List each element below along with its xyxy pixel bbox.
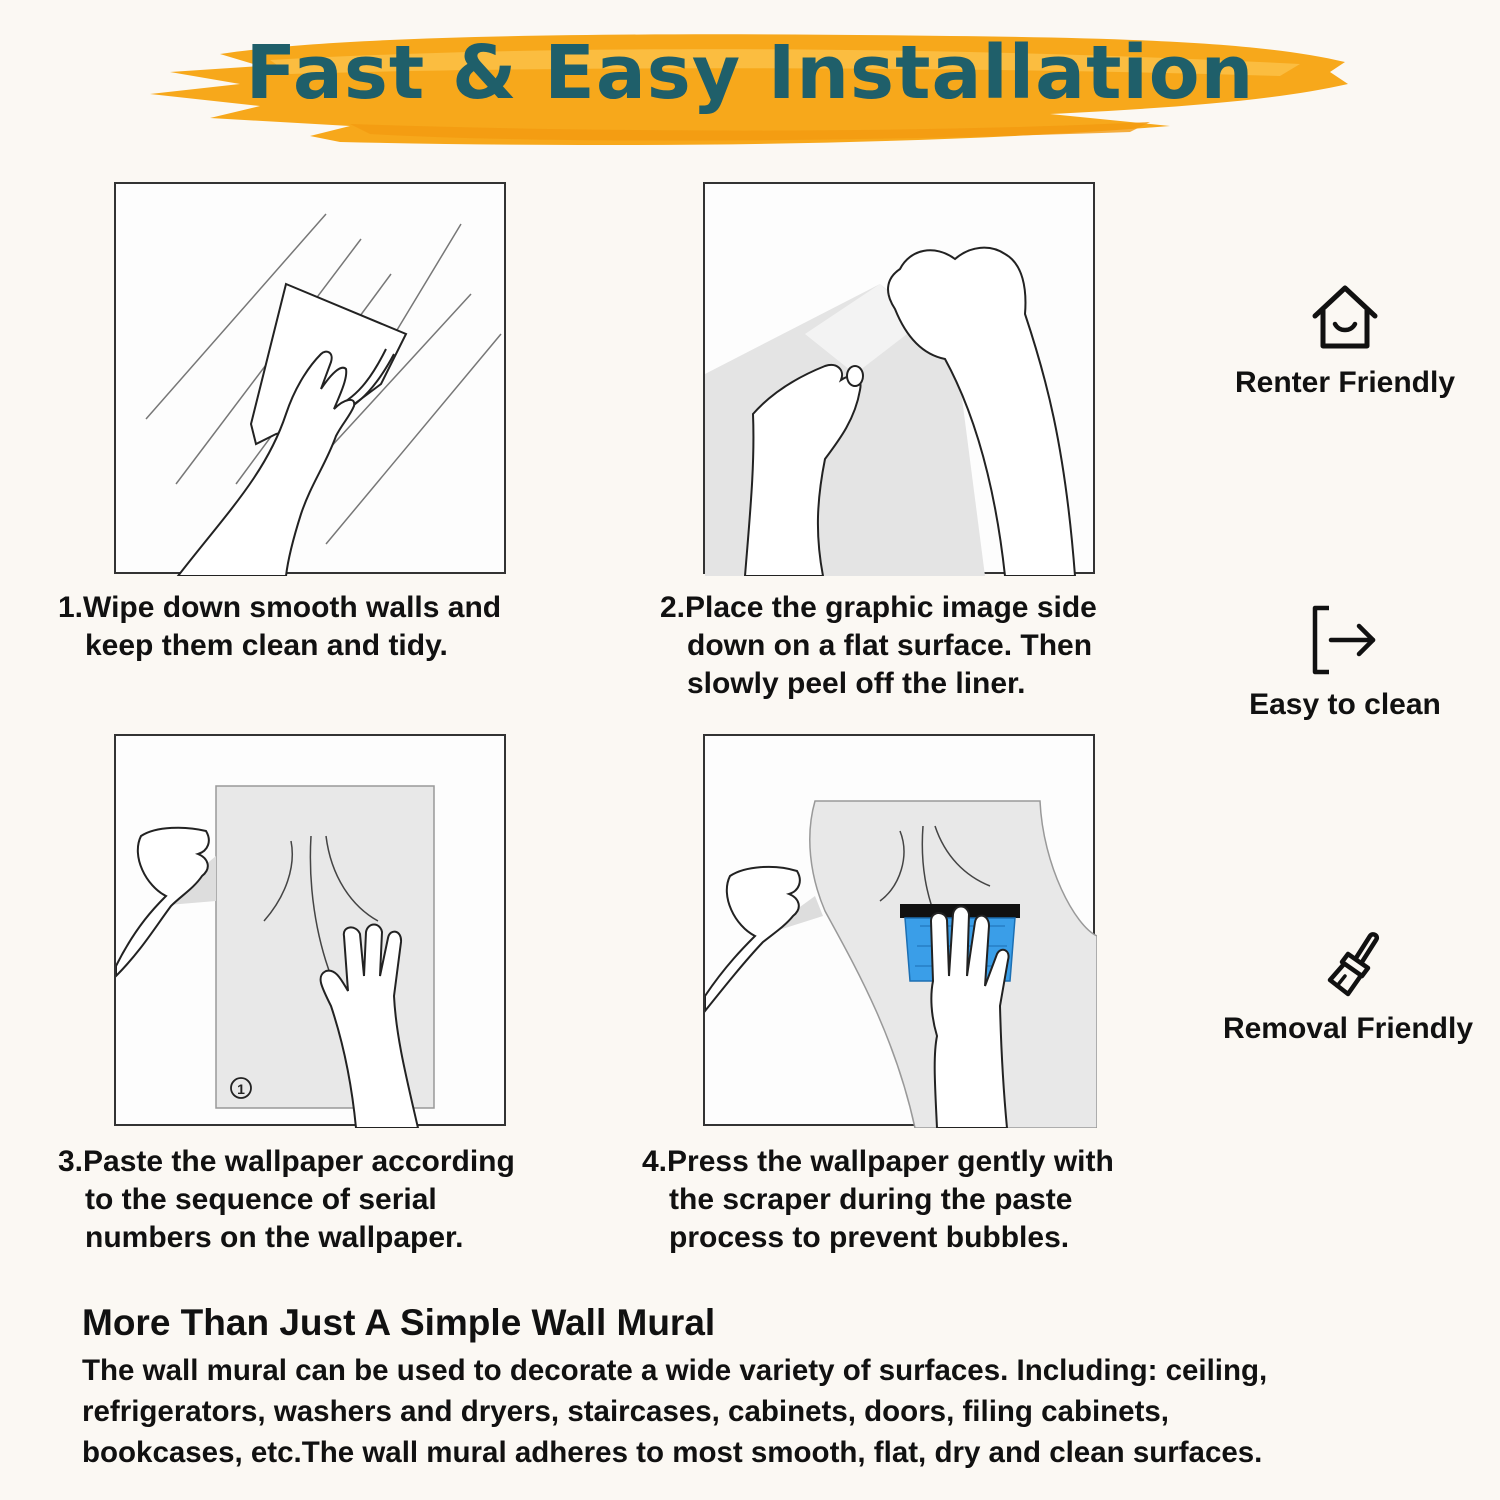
step-1-caption-line: keep them clean and tidy. bbox=[85, 629, 448, 662]
step-1-caption-line: 1.Wipe down smooth walls and bbox=[58, 591, 502, 624]
step-4-caption bbox=[642, 1143, 1114, 1257]
footer-title: More Than Just A Simple Wall Mural bbox=[82, 1302, 716, 1343]
paint-brush-icon bbox=[1312, 928, 1384, 1000]
step-4-caption-line: the scraper during the paste bbox=[669, 1183, 1073, 1216]
exit-arrow-icon bbox=[1309, 604, 1381, 676]
feature-label: Renter Friendly bbox=[1234, 366, 1456, 399]
footer-body bbox=[82, 1350, 1267, 1473]
footer-body-line: bookcases, etc.The wall mural adheres to most smooth, flat, dry and clean surfaces. bbox=[82, 1436, 1263, 1469]
feature-label: Easy to clean bbox=[1249, 688, 1441, 721]
step-3-caption-line: numbers on the wallpaper. bbox=[85, 1221, 464, 1254]
step-3-illustration bbox=[114, 734, 506, 1126]
feature-renter-friendly bbox=[1195, 282, 1495, 400]
step-3-caption bbox=[58, 1143, 515, 1257]
step-4-caption-line: process to prevent bubbles. bbox=[669, 1221, 1070, 1254]
step-2-caption-line: down on a flat surface. Then bbox=[687, 629, 1093, 662]
step-3-caption-line: 3.Paste the wallpaper according bbox=[58, 1145, 515, 1178]
serial-marker-text: 1 bbox=[237, 1081, 245, 1097]
feature-label: Removal Friendly bbox=[1222, 1012, 1474, 1045]
step-2-illustration bbox=[703, 182, 1095, 574]
footer-body-line: The wall mural can be used to decorate a wide variety of surfaces. Including: ceiling, bbox=[82, 1354, 1268, 1387]
step-2-caption-line: slowly peel off the liner. bbox=[687, 667, 1026, 700]
footer-body-line: refrigerators, washers and dryers, staircases, cabinets, doors, filing cabinets, bbox=[82, 1395, 1170, 1428]
step-4-illustration bbox=[703, 734, 1095, 1126]
page-title: Fast & Easy Installation bbox=[245, 30, 1255, 116]
step-1-caption bbox=[58, 589, 501, 665]
step-3-caption-line: to the sequence of serial bbox=[85, 1183, 437, 1216]
step-4-caption-line: 4.Press the wallpaper gently with bbox=[642, 1145, 1114, 1178]
feature-easy-to-clean bbox=[1195, 604, 1495, 722]
feature-removal-friendly bbox=[1198, 928, 1498, 1046]
house-smile-icon bbox=[1309, 282, 1381, 354]
step-1-illustration bbox=[114, 182, 506, 574]
step-2-caption-line: 2.Place the graphic image side bbox=[660, 591, 1097, 624]
step-2-caption bbox=[660, 589, 1097, 703]
